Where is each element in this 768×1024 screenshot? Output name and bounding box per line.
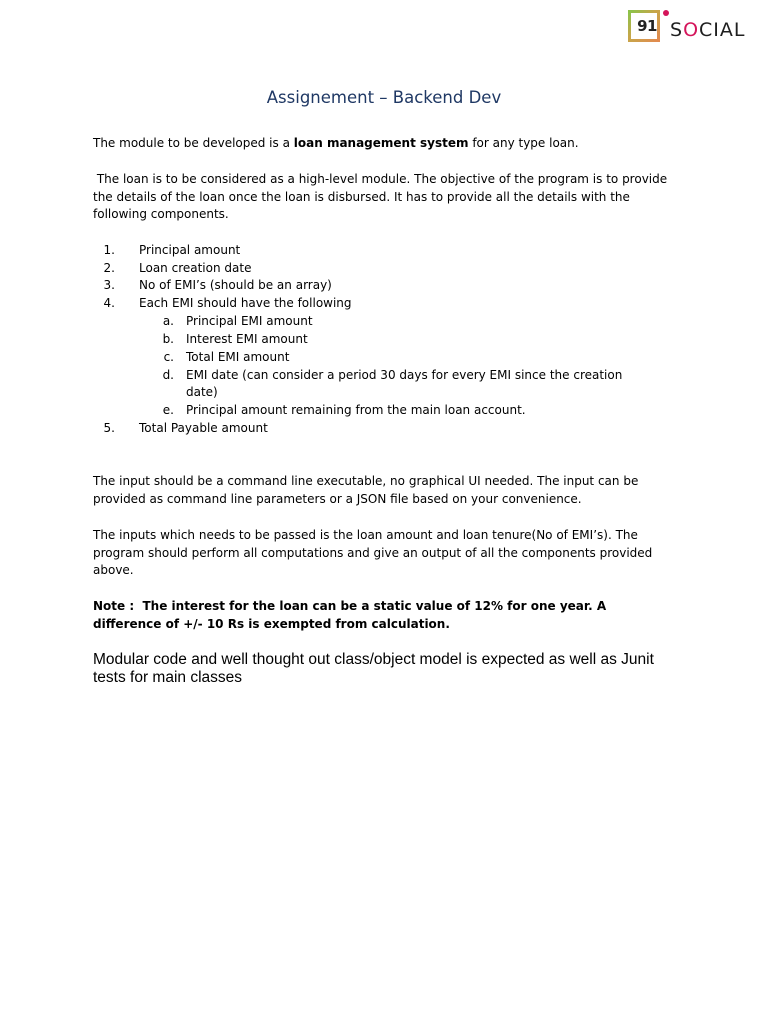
list-text: No of EMI’s (should be an array) xyxy=(139,278,332,292)
company-logo xyxy=(628,10,758,48)
note-label: Note : xyxy=(93,599,135,613)
list-marker: 1. xyxy=(103,243,115,257)
logo-dot xyxy=(663,10,669,16)
logo-letters-cial: CIAL xyxy=(699,19,746,41)
logo-wordmark xyxy=(670,18,745,42)
list-marker: 2. xyxy=(103,261,115,275)
intro-suffix: for any type loan. xyxy=(468,136,579,150)
logo-letter-s: S xyxy=(670,19,684,41)
list-marker: 3. xyxy=(103,278,115,292)
sub-list-marker: d. xyxy=(162,368,174,382)
modular-paragraph: Modular code and well thought out class/object model is expected as well as Junit tests for main classes xyxy=(93,651,654,686)
sub-list-text: Principal amount remaining from the main loan account. xyxy=(186,403,526,417)
sub-list-text: Interest EMI amount xyxy=(186,332,308,346)
logo-letter-o: O xyxy=(683,19,700,41)
intro-paragraph xyxy=(93,135,675,153)
sub-list-marker: b. xyxy=(162,332,174,346)
sub-list-text: Total EMI amount xyxy=(186,350,290,364)
sub-list-text: Principal EMI amount xyxy=(186,314,313,328)
note-paragraph xyxy=(93,598,675,633)
list-text: Loan creation date xyxy=(139,261,252,275)
document-title: Assignement – Backend Dev xyxy=(266,88,502,107)
list-marker: 4. xyxy=(103,296,115,310)
list-text: Each EMI should have the following xyxy=(139,296,352,310)
sub-list-marker: c. xyxy=(163,350,174,364)
intro-bold-term: loan management system xyxy=(293,136,469,150)
intro-prefix: The module to be developed is a xyxy=(93,136,294,150)
list-text: Principal amount xyxy=(139,243,241,257)
sub-list-text: EMI date (can consider a period 30 days for every EMI since the creation xyxy=(186,368,623,382)
sub-list-text: date) xyxy=(186,385,218,399)
sub-list-marker: e. xyxy=(162,403,174,417)
logo-frame xyxy=(628,10,660,42)
input-paragraph: The input should be a command line executable, no graphical UI needed. The input can be provided as command line parameters or a JSON file based on your convenience. xyxy=(93,474,639,506)
list-text: Total Payable amount xyxy=(139,421,268,435)
logo-number: 91 xyxy=(637,17,657,35)
sub-list-marker: a. xyxy=(162,314,174,328)
note-text: The interest for the loan can be a static value of 12% for one year. A difference of +/- 10 Rs is exempted from calculation. xyxy=(93,599,611,631)
objective-paragraph: The loan is to be considered as a high-level module. The objective of the program is to provide the details of the loan once the loan is disbursed. It has to provide all the details with the following components. xyxy=(93,172,671,222)
list-marker: 5. xyxy=(103,421,115,435)
inputs-paragraph: The inputs which needs to be passed is the loan amount and loan tenure(No of EMI’s). The program should perform all computations and give an output of all the components provided above. xyxy=(93,528,653,578)
